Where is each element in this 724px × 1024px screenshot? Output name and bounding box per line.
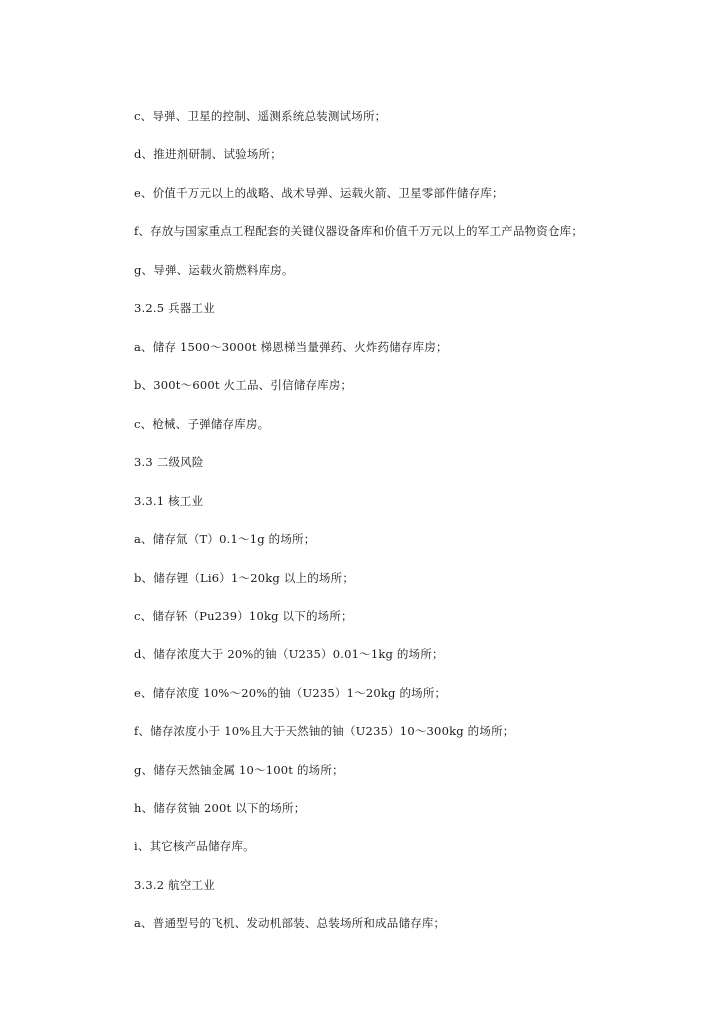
list-item: e、价值千万元以上的战略、战术导弹、运载火箭、卫星零部件储存库； — [134, 186, 504, 200]
list-item: g、导弹、运载火箭燃料库房。 — [134, 263, 294, 277]
list-item: f、储存浓度小于 10%且大于天然铀的铀（U235）10～300kg 的场所； — [134, 724, 515, 738]
list-item: a、普通型号的飞机、发动机部装、总装场所和成品储存库； — [134, 916, 446, 930]
section-heading: 3.3.2 航空工业 — [134, 878, 215, 892]
list-item: c、储存钚（Pu239）10kg 以下的场所； — [134, 609, 353, 623]
list-item: d、储存浓度大于 20%的铀（U235）0.01～1kg 的场所； — [134, 647, 444, 661]
section-heading: 3.2.5 兵器工业 — [134, 301, 215, 315]
list-item: e、储存浓度 10%～20%的铀（U235）1～20kg 的场所； — [134, 686, 447, 700]
list-item: d、推进剂研制、试验场所； — [134, 147, 282, 161]
list-item: b、储存锂（Li6）1～20kg 以上的场所； — [134, 571, 355, 585]
list-item: b、300t～600t 火工品、引信储存库房； — [134, 378, 353, 392]
section-heading: 3.3.1 核工业 — [134, 494, 204, 508]
list-item: h、储存贫铀 200t 以下的场所； — [134, 801, 306, 815]
section-heading: 3.3 二级风险 — [134, 455, 204, 469]
list-item: i、其它核产品储存库。 — [134, 839, 255, 853]
list-item: g、储存天然铀金属 10～100t 的场所； — [134, 763, 344, 777]
list-item: a、储存 1500～3000t 梯恩梯当量弹药、火炸药储存库房； — [134, 340, 448, 354]
list-item: c、枪械、子弹储存库房。 — [134, 417, 270, 431]
list-item: f、存放与国家重点工程配套的关键仪器设备库和价值千万元以上的军工产品物资仓库； — [134, 224, 584, 238]
list-item: c、导弹、卫星的控制、遥测系统总装测试场所； — [134, 109, 387, 123]
list-item: a、储存氚（T）0.1～1g 的场所； — [134, 532, 316, 546]
